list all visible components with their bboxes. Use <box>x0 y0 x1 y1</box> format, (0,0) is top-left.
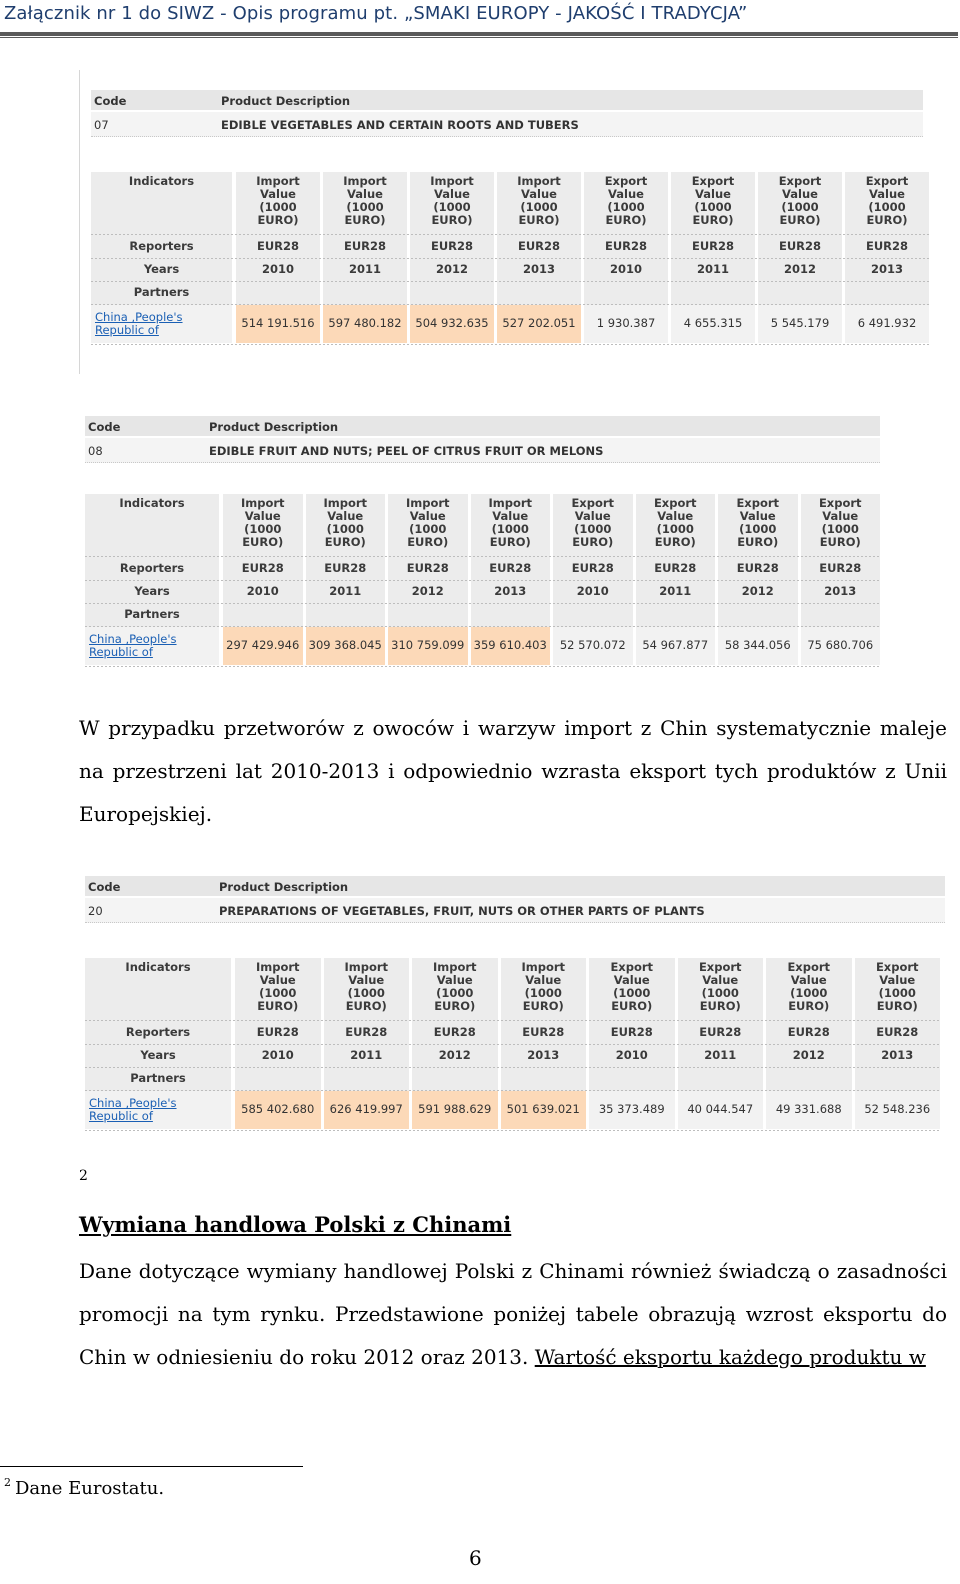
trade-value: 309 368.045 <box>308 638 382 652</box>
column-header <box>501 961 587 1013</box>
paragraph-underlined-text: Wartość eksportu każdego produktu w <box>534 1345 926 1369</box>
page-number: 6 <box>469 1546 482 1570</box>
trade-value: 35 373.489 <box>598 1102 665 1116</box>
footnote <box>4 1478 164 1499</box>
column-header-line: (1000 <box>607 200 645 214</box>
reporter-value: EUR28 <box>654 561 697 575</box>
reporter-value: EUR28 <box>489 561 532 575</box>
column-header-line: EURO) <box>407 535 449 549</box>
row-separator <box>91 344 929 345</box>
indicators-label: Indicators <box>119 496 185 510</box>
column-header-line: (1000 <box>739 522 777 536</box>
description-value: EDIBLE VEGETABLES AND CERTAIN ROOTS AND TUBERS <box>221 118 579 132</box>
column-header-line: EURO) <box>819 535 861 549</box>
column-header <box>678 961 764 1013</box>
year-value: 2012 <box>783 262 816 276</box>
column-header-line: EURO) <box>788 999 830 1013</box>
column-header-line: EURO) <box>257 999 299 1013</box>
header-title: Załącznik nr 1 do SIWZ - Opis programu pt. „SMAKI EUROPY - JAKOŚĆ I TRADYCJA” <box>4 3 748 24</box>
column-header-line: EURO) <box>242 535 284 549</box>
reporter-value: EUR28 <box>778 239 822 253</box>
trade-value: 58 344.056 <box>724 638 791 652</box>
column-header <box>718 497 798 549</box>
column-header-line: Export <box>604 174 648 188</box>
column-header-line: Export <box>698 960 742 974</box>
trade-value: 527 202.051 <box>502 316 576 330</box>
code-value: 20 <box>88 904 103 918</box>
row-separator <box>85 1044 940 1045</box>
column-header-line: (1000 <box>326 522 364 536</box>
partner-link-china: China ,People's <box>89 632 177 646</box>
description-label: Product Description <box>219 880 349 894</box>
years-label: Years <box>140 1048 176 1062</box>
column-header-line: Value <box>409 509 446 523</box>
column-header-line: EURO) <box>431 213 473 227</box>
code-description-box <box>85 876 945 924</box>
row-separator <box>91 234 929 235</box>
reporter-value: EUR28 <box>256 1025 299 1039</box>
column-header-line: EURO) <box>654 535 696 549</box>
year-value: 2011 <box>348 262 381 276</box>
paragraph-text: Dane dotyczące wymiany handlowej Polski z Chinami również świadczą o zasadności promocji na tym rynku. Przedstawione poniżej tabele obrazują wzrost eksportu do Chin w odniesieniu do roku 2012 oraz 2013. <box>79 1259 947 1369</box>
code-description-box <box>91 90 923 138</box>
column-header <box>324 961 410 1013</box>
indicators-label: Indicators <box>125 960 191 974</box>
footnote-separator <box>0 1466 303 1467</box>
trade-value: 585 402.680 <box>241 1102 315 1116</box>
reporter-value: EUR28 <box>699 1025 742 1039</box>
year-value: 2011 <box>704 1048 737 1062</box>
reporter-value: EUR28 <box>819 561 862 575</box>
column-header-line: Value <box>244 509 281 523</box>
trade-value: 54 967.877 <box>642 638 709 652</box>
row-separator <box>85 626 880 627</box>
trade-value: 6 491.932 <box>857 316 917 330</box>
reporter-value: EUR28 <box>406 561 449 575</box>
column-header-line: EURO) <box>324 535 366 549</box>
trade-value: 297 429.946 <box>226 638 300 652</box>
year-value: 2013 <box>870 262 903 276</box>
column-header-line: EURO) <box>572 535 614 549</box>
column-header-line: Import <box>256 174 300 188</box>
column-header-line: (1000 <box>701 986 739 1000</box>
column-header-line: Import <box>344 960 389 974</box>
column-header-line: Import <box>521 960 566 974</box>
column-header-line: (1000 <box>491 522 529 536</box>
column-header-line: Import <box>323 496 368 510</box>
column-header <box>497 175 581 227</box>
column-header-line: (1000 <box>694 200 732 214</box>
reporter-value: EUR28 <box>324 561 367 575</box>
year-value: 2013 <box>824 584 857 598</box>
column-header <box>410 175 494 227</box>
column-header-line: Value <box>347 187 383 201</box>
description-label: Product Description <box>221 94 351 108</box>
year-value: 2012 <box>741 584 774 598</box>
column-header-line: EURO) <box>699 999 741 1013</box>
column-header-line: Value <box>574 509 611 523</box>
years-label: Years <box>134 584 170 598</box>
reporter-value: EUR28 <box>256 239 300 253</box>
column-header-line: (1000 <box>821 522 859 536</box>
column-header-line: Import <box>488 496 533 510</box>
column-header-line: Value <box>782 187 818 201</box>
year-value: 2010 <box>576 584 609 598</box>
indicators-label: Indicators <box>128 174 195 188</box>
column-header-line: Value <box>259 973 296 987</box>
reporter-value: EUR28 <box>517 239 561 253</box>
year-value: 2012 <box>435 262 468 276</box>
column-header-line: (1000 <box>259 986 297 1000</box>
year-value: 2013 <box>881 1048 914 1062</box>
code-label: Code <box>88 880 121 894</box>
column-header-line: Value <box>739 509 776 523</box>
year-value: 2010 <box>261 262 294 276</box>
column-header-line: Export <box>875 960 919 974</box>
column-header-line: EURO) <box>779 213 821 227</box>
year-value: 2010 <box>246 584 279 598</box>
row-separator <box>85 580 880 581</box>
partner-link-china: China ,People's <box>89 1096 177 1110</box>
column-header-line: Import <box>432 960 477 974</box>
header-rule <box>0 32 958 36</box>
column-header-line: Export <box>571 496 615 510</box>
column-header <box>845 175 929 227</box>
column-header-line: Value <box>260 187 296 201</box>
year-value: 2013 <box>527 1048 560 1062</box>
trade-value: 359 610.403 <box>473 638 547 652</box>
column-header-line: EURO) <box>489 535 531 549</box>
column-header-line: Value <box>436 973 473 987</box>
year-value: 2013 <box>494 584 527 598</box>
column-header-line: Import <box>517 174 561 188</box>
reporter-value: EUR28 <box>604 239 648 253</box>
column-header-line: Value <box>525 973 562 987</box>
reporter-value: EUR28 <box>736 561 779 575</box>
year-value: 2012 <box>792 1048 825 1062</box>
indicators-table <box>85 958 945 1126</box>
reporter-value: EUR28 <box>343 239 387 253</box>
column-header-line: (1000 <box>520 200 558 214</box>
reporter-value: EUR28 <box>345 1025 388 1039</box>
partners-label: Partners <box>130 1071 186 1085</box>
footnote-text: Dane Eurostatu. <box>15 1478 165 1499</box>
column-header <box>223 497 303 549</box>
code-value: 07 <box>94 118 109 132</box>
trade-value: 52 548.236 <box>864 1102 931 1116</box>
column-header-line: Value <box>608 187 644 201</box>
trade-table-08 <box>85 416 880 658</box>
column-header-line: EURO) <box>257 213 299 227</box>
trade-value: 514 191.516 <box>241 316 315 330</box>
years-label: Years <box>143 262 180 276</box>
reporter-value: EUR28 <box>522 1025 565 1039</box>
partners-label: Partners <box>124 607 180 621</box>
year-value: 2011 <box>696 262 729 276</box>
row-separator <box>85 603 880 604</box>
trade-value: 52 570.072 <box>559 638 626 652</box>
row-separator <box>85 1130 940 1131</box>
trade-value: 5 545.179 <box>770 316 830 330</box>
column-header-line: Value <box>657 509 694 523</box>
column-header-line: Export <box>818 496 862 510</box>
column-header-line: (1000 <box>656 522 694 536</box>
column-header <box>388 497 468 549</box>
trade-value: 1 930.387 <box>596 316 656 330</box>
column-header-line: Export <box>691 174 735 188</box>
column-header-line: EURO) <box>737 535 779 549</box>
column-header-line: EURO) <box>518 213 560 227</box>
partner-link-republic: Republic of <box>89 645 153 659</box>
row-separator <box>85 1020 940 1021</box>
row-separator <box>85 1090 940 1091</box>
section-title: Wymiana handlowa Polski z Chinami <box>79 1212 512 1237</box>
footnote-number: 2 <box>4 1476 11 1489</box>
column-header <box>801 497 881 549</box>
column-header-line: EURO) <box>692 213 734 227</box>
column-header <box>589 961 675 1013</box>
year-value: 2010 <box>261 1048 294 1062</box>
trade-value: 49 331.688 <box>775 1102 842 1116</box>
column-header <box>412 961 498 1013</box>
column-header <box>584 175 668 227</box>
reporter-value: EUR28 <box>571 561 614 575</box>
column-header-line: EURO) <box>344 213 386 227</box>
column-header-line: Value <box>434 187 470 201</box>
column-header-line: Export <box>865 174 909 188</box>
column-header <box>671 175 755 227</box>
reporter-value: EUR28 <box>610 1025 653 1039</box>
trade-value: 4 655.315 <box>683 316 743 330</box>
column-header-line: Value <box>790 973 827 987</box>
year-value: 2011 <box>659 584 692 598</box>
code-header-bg <box>91 90 923 110</box>
reporters-label: Reporters <box>119 561 185 575</box>
column-header-line: Value <box>702 973 739 987</box>
column-header-line: Export <box>736 496 780 510</box>
paragraph-imports-decline: W przypadku przetworów z owoców i warzyw import z Chin systematycznie maleje na przestrzeni lat 2010-2013 i odpowiednio wzrasta eksport tych produktów z Unii Europejskiej. <box>79 716 947 826</box>
trade-value: 597 480.182 <box>328 316 402 330</box>
image-border-line <box>79 70 80 374</box>
partner-link-republic: Republic of <box>95 323 159 337</box>
year-value: 2012 <box>411 584 444 598</box>
trade-value: 310 759.099 <box>391 638 465 652</box>
column-header-line: EURO) <box>345 999 387 1013</box>
partners-label: Partners <box>133 285 190 299</box>
year-value: 2011 <box>350 1048 383 1062</box>
column-header-line: EURO) <box>522 999 564 1013</box>
code-header-bg <box>85 876 945 896</box>
indicators-table <box>85 494 880 658</box>
column-header-line: Export <box>778 174 822 188</box>
reporter-value: EUR28 <box>691 239 735 253</box>
column-header-line: EURO) <box>605 213 647 227</box>
column-header-line: EURO) <box>866 213 908 227</box>
column-header-line: Value <box>879 973 916 987</box>
column-header-line: Value <box>822 509 859 523</box>
trade-value: 504 932.635 <box>415 316 489 330</box>
row-separator <box>85 666 880 667</box>
column-header-line: EURO) <box>876 999 918 1013</box>
trade-table-07 <box>91 90 923 350</box>
column-header-line: (1000 <box>790 986 828 1000</box>
column-header-line: Value <box>613 973 650 987</box>
column-header-line: Export <box>610 960 654 974</box>
year-value: 2010 <box>615 1048 648 1062</box>
code-label: Code <box>94 94 127 108</box>
column-header <box>636 497 716 549</box>
column-header-line: (1000 <box>259 200 297 214</box>
column-header-line: Import <box>405 496 450 510</box>
column-header-line: (1000 <box>781 200 819 214</box>
column-header-line: (1000 <box>436 986 474 1000</box>
column-header <box>236 175 320 227</box>
partner-link-china: China ,People's <box>95 310 183 324</box>
page-header <box>0 0 960 38</box>
header-rule-thin <box>0 37 958 38</box>
code-value: 08 <box>88 444 103 458</box>
column-header <box>766 961 852 1013</box>
column-header <box>855 961 941 1013</box>
reporter-value: EUR28 <box>787 1025 830 1039</box>
row-separator <box>85 556 880 557</box>
column-header-line: Value <box>695 187 731 201</box>
column-header <box>323 175 407 227</box>
column-header-line: Value <box>348 973 385 987</box>
trade-value: 75 680.706 <box>807 638 874 652</box>
column-header-line: Import <box>343 174 387 188</box>
column-header-line: (1000 <box>524 986 562 1000</box>
reporter-value: EUR28 <box>876 1025 919 1039</box>
year-value: 2012 <box>438 1048 471 1062</box>
reporter-value: EUR28 <box>430 239 474 253</box>
column-header <box>235 961 321 1013</box>
description-value: PREPARATIONS OF VEGETABLES, FRUIT, NUTS OR OTHER PARTS OF PLANTS <box>219 904 705 918</box>
column-header-line: Export <box>653 496 697 510</box>
code-description-box <box>85 416 880 464</box>
column-header-line: (1000 <box>347 986 385 1000</box>
column-header-line: EURO) <box>434 999 476 1013</box>
column-header <box>553 497 633 549</box>
column-header-line: (1000 <box>244 522 282 536</box>
column-header-line: (1000 <box>409 522 447 536</box>
column-header-line: (1000 <box>433 200 471 214</box>
partner-link-republic: Republic of <box>89 1109 153 1123</box>
description-value: EDIBLE FRUIT AND NUTS; PEEL OF CITRUS FRUIT OR MELONS <box>209 444 604 458</box>
column-header-line: Export <box>787 960 831 974</box>
trade-value: 40 044.547 <box>687 1102 754 1116</box>
column-header-line: Import <box>255 960 300 974</box>
reporters-label: Reporters <box>129 239 194 253</box>
row-separator <box>91 281 929 282</box>
row-separator <box>91 304 929 305</box>
column-header-line: Value <box>869 187 905 201</box>
column-header <box>758 175 842 227</box>
code-label: Code <box>88 420 121 434</box>
column-header <box>471 497 551 549</box>
column-header-line: (1000 <box>613 986 651 1000</box>
column-header-line: Value <box>327 509 364 523</box>
year-value: 2013 <box>522 262 555 276</box>
column-header-line: Import <box>240 496 285 510</box>
reporter-value: EUR28 <box>433 1025 476 1039</box>
column-header-line: (1000 <box>868 200 906 214</box>
reporter-value: EUR28 <box>241 561 284 575</box>
row-separator <box>85 1067 940 1068</box>
trade-value: 626 419.997 <box>329 1102 403 1116</box>
paragraph-poland-china <box>79 1250 947 1379</box>
column-header-line: EURO) <box>611 999 653 1013</box>
column-header-line: Value <box>521 187 557 201</box>
column-header-line: (1000 <box>346 200 384 214</box>
footnote-reference: 2 <box>79 1168 88 1184</box>
reporters-label: Reporters <box>125 1025 191 1039</box>
description-label: Product Description <box>209 420 339 434</box>
year-value: 2011 <box>329 584 362 598</box>
trade-value: 501 639.021 <box>506 1102 580 1116</box>
reporter-value: EUR28 <box>865 239 909 253</box>
row-separator <box>91 258 929 259</box>
year-value: 2010 <box>609 262 642 276</box>
column-header-line: Value <box>492 509 529 523</box>
code-header-bg <box>85 416 880 436</box>
indicators-table <box>91 172 923 350</box>
column-header-line: Import <box>430 174 474 188</box>
trade-table-20 <box>85 876 945 1126</box>
column-header-line: (1000 <box>574 522 612 536</box>
trade-value: 591 988.629 <box>418 1102 492 1116</box>
column-header <box>306 497 386 549</box>
column-header-line: (1000 <box>878 986 916 1000</box>
